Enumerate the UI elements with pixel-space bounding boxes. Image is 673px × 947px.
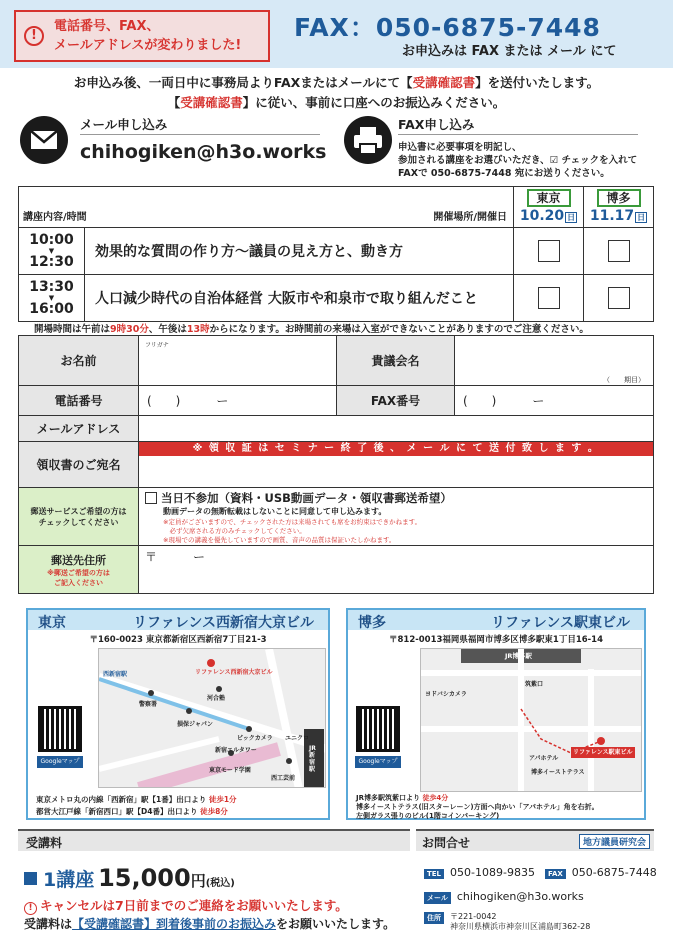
tokyo-address: 〒160-0023 東京都新宿区西新宿7丁目21-3 (89, 635, 267, 645)
term-label: （ 期目） (603, 376, 645, 384)
map-label: 新宿エルタワー (215, 747, 257, 754)
inquiry-title: お問合せ (422, 836, 471, 850)
printer-icon (344, 116, 392, 164)
map-label: 河合塾 (207, 695, 226, 702)
postal-note: 必ず欠席される方のみチェックしてください。 (163, 526, 306, 535)
apply-method: お申込みは FAX または メール にて (402, 44, 617, 59)
intro-text: 【 (167, 95, 181, 110)
receipt-note: ※ 領 収 証 は セ ミ ナ ー 終 了 後 、 メ ー ル に て 送 付 致 し ま す 。 (139, 442, 653, 456)
receipt-field[interactable] (139, 442, 654, 488)
tokyo-city: 東京 (38, 615, 66, 631)
divider (398, 134, 638, 135)
map-label: JR新宿駅 (309, 745, 316, 773)
label-mail: メールアドレス (19, 416, 139, 442)
mail-field[interactable] (139, 416, 654, 442)
mail-icon (20, 116, 68, 164)
venue-hakata-header (584, 187, 654, 228)
end-time: 16:00 (29, 301, 74, 317)
zip-value: 〒221-0042 (450, 912, 497, 921)
fax-apply-title: FAX申し込み (398, 117, 475, 132)
label-fax: FAX番号 (337, 386, 455, 416)
mail-tag: メール (424, 892, 451, 904)
venue-hakata-day: 日 (637, 213, 646, 222)
hakata-access-1 (356, 794, 448, 803)
postal-label-line: チェックしてください (38, 517, 119, 527)
address-tag: 住所 (424, 912, 444, 924)
tokyo-venue: リファレンス西新宿大京ビル (133, 615, 314, 631)
checkbox-tokyo-course-1[interactable] (538, 240, 560, 262)
inquiry-mail (424, 890, 584, 904)
access-text: 東京メトロ丸の内線「西新宿」駅【1番】出口より (36, 795, 207, 804)
label-council: 貴議会名 (337, 336, 455, 386)
tokyo-map (98, 648, 326, 788)
intro-text: 】に従い、事前に口座へのお振込みください。 (242, 95, 506, 110)
tokyo-access-box (26, 608, 330, 820)
intro-highlight: 受講確認書 (412, 75, 476, 90)
hakata-access-box (346, 608, 646, 820)
change-notice (14, 10, 270, 62)
note-text: 、午後は (148, 324, 187, 335)
payment-text: 受講料は (24, 917, 73, 931)
price-currency: 円 (190, 872, 206, 890)
map-label: ビックカメラ (237, 735, 273, 742)
fax-field[interactable]: ( ) ー (455, 386, 654, 416)
mail-address[interactable]: chihogiken@h3o.works (80, 141, 327, 163)
checkbox-postal[interactable] (145, 492, 157, 504)
council-field[interactable] (455, 336, 654, 386)
note-highlight: 9時30分 (110, 324, 149, 335)
intro-text: お申込み後、一両日中に事務局よりFAXまたはメールにて【 (73, 75, 413, 90)
note-text: 開場時間は午前は (34, 324, 111, 335)
course-time: 13:30 ▼ 16:00 (19, 275, 85, 322)
postal-label-line: 郵送サービスご希望の方は (30, 506, 127, 516)
alert-text-2: メールアドレスが変わりました! (54, 38, 242, 53)
hakata-access-3: 左側ガラス張りのビル(1階コインパーキング) (356, 812, 500, 820)
course-row (19, 275, 654, 322)
label-receipt: 領収書のご宛名 (19, 442, 139, 488)
cancel-text: キャンセルは7日前までのご連絡をお願いいたします。 (40, 898, 348, 913)
map-label: 警察署 (139, 701, 158, 708)
alert-text-1: 電話番号、FAX、 (54, 19, 160, 34)
postal-option-cell (139, 488, 654, 546)
venue-tokyo-date: 10.20 (519, 208, 565, 224)
label-address (19, 546, 139, 594)
access-time: 徒歩1分 (208, 795, 237, 804)
address-note: ご記入ください (54, 578, 103, 587)
postal-note: ※定員がございますので、チェックされた方は来場されても席をお約束はできかねます。 (163, 517, 422, 526)
col-header-course: 講座内容/時間 (19, 187, 96, 228)
access-time: 徒歩8分 (200, 807, 228, 816)
intro-line-1 (0, 73, 673, 91)
hakata-access-2: 博多イーストテラス(旧スターレーン)方面へ向かい「アパホテル」角を右折。 (356, 803, 599, 811)
price-unit: 1講座 (43, 869, 95, 891)
map-label: 西新宿駅 (103, 671, 128, 678)
intro-highlight: 受講確認書 (180, 95, 243, 110)
address-note: ※郵送ご希望の方は (47, 568, 110, 577)
payment-note (24, 915, 395, 932)
venue-tokyo-name: 東京 (527, 189, 571, 207)
tokyo-googlemap-label: Googleマップ (37, 756, 83, 768)
course-time: 10:00 ▼ 12:30 (19, 228, 85, 275)
mail-value[interactable]: chihogiken@h3o.works (456, 890, 584, 903)
tokyo-access-1 (36, 794, 237, 805)
furigana-label: フリガナ (145, 342, 169, 349)
payment-text: をお願いいたします。 (276, 917, 396, 931)
address-value: 神奈川県横浜市神奈川区浦島町362-28 (450, 922, 591, 931)
fax-instruction-line: FAXで 050-6875-7448 宛にお送りください。 (398, 168, 610, 179)
hakata-googlemap-label: Googleマップ (355, 756, 401, 768)
map-label: 西工芸前 (271, 775, 296, 782)
checkbox-hakata-course-2[interactable] (608, 287, 630, 309)
fax-number-headline: FAX：050-6875-7448 (294, 13, 601, 42)
price-tax: (税込) (205, 878, 235, 889)
map-label: 損保ジャパン (177, 721, 213, 728)
divider (80, 134, 320, 135)
map-label: JR博多駅 (505, 652, 532, 660)
application-form (18, 335, 654, 594)
col-header-venue: 開催場所/開催日 (96, 187, 514, 228)
price-value: 15,000 (98, 864, 191, 892)
alert-icon: ! (24, 902, 37, 915)
course-table (18, 186, 654, 322)
hakata-address: 〒812-0013福岡県福岡市博多区博多駅東1丁目16-14 (388, 635, 604, 645)
postal-option-label: 当日不参加（資料・USB動画データ・領収書郵送希望） (161, 490, 452, 505)
cancel-note (24, 896, 348, 915)
venue-hakata-date: 11.17 (589, 208, 635, 224)
start-time: 10:00 (29, 232, 74, 248)
inquiry-header (416, 829, 654, 851)
fax-instruction-line: 参加される講座をお選びいただき、☑ チェックを入れて (398, 155, 638, 166)
fee-price (24, 864, 235, 892)
map-label: リファレンス駅東ビル (573, 749, 633, 756)
start-time: 13:30 (29, 279, 74, 295)
org-logo: 地方議員研究会 (579, 834, 650, 849)
inquiry-address (424, 912, 590, 932)
checkbox-tokyo-course-2[interactable] (538, 287, 560, 309)
postal-note: 動画データの無断転載はしないことに同意して申し込みます。 (163, 506, 387, 516)
alert-icon: ! (24, 26, 44, 46)
map-label: 東京モード学園 (209, 767, 251, 774)
course-title: 効果的な質問の作り方〜議員の見え方と、動き方 (85, 228, 514, 275)
mail-apply-title: メール申し込み (80, 117, 168, 132)
inquiry-tel (424, 866, 657, 879)
venue-tokyo-day: 日 (567, 213, 576, 222)
access-text: JR博多駅筑紫口より (356, 794, 420, 802)
map-label: 博多イーストテラス (531, 769, 585, 776)
tel-tag: TEL (424, 869, 444, 879)
venue-hakata-name: 博多 (597, 189, 641, 207)
fee-header (18, 829, 410, 851)
tel-value: 050-1089-9835 (450, 866, 535, 879)
square-bullet-icon (24, 872, 37, 885)
tokyo-access-2 (36, 806, 228, 817)
address-field[interactable]: 〒 ー (139, 546, 654, 594)
note-highlight: 13時 (186, 324, 210, 335)
label-tel: 電話番号 (19, 386, 139, 416)
fee-title: 受講料 (26, 836, 63, 850)
map-label: リファレンス西新宿大京ビル (195, 669, 273, 676)
hakata-qr-code[interactable] (356, 706, 400, 752)
postal-note: ※現場での講義を優先していますので画質、音声の品質は保証いたしかねます。 (163, 535, 396, 544)
venue-tokyo-header (514, 187, 584, 228)
hakata-map (420, 648, 642, 792)
end-time: 12:30 (29, 254, 74, 270)
map-label: ヨドバシカメラ (425, 691, 467, 698)
access-time: 徒歩4分 (422, 794, 449, 802)
map-label: アパホテル (529, 755, 559, 762)
label-postal-service (19, 488, 139, 546)
course-title: 人口減少時代の自治体経営 大阪市や和泉市で取り組んだこと (85, 275, 514, 322)
payment-highlight: 【受講確認書】到着後事前のお振込み (72, 917, 277, 931)
intro-text: 】を送付いたします。 (475, 75, 600, 90)
label-name: お名前 (19, 336, 139, 386)
fax-value: 050-6875-7448 (571, 866, 657, 879)
intro-line-2 (0, 93, 673, 111)
hakata-venue: リファレンス駅東ビル (491, 615, 630, 631)
name-field[interactable] (139, 336, 337, 386)
tokyo-qr-code[interactable] (38, 706, 82, 752)
access-text: 都営大江戸線「新宿西口」駅【D4番】出口より (36, 807, 198, 816)
fax-instructions (398, 141, 658, 180)
fax-tag: FAX (545, 869, 566, 879)
map-label: 筑紫口 (525, 681, 544, 688)
checkbox-hakata-course-1[interactable] (608, 240, 630, 262)
note-text: からになります。お時間前の来場は入室ができないことがありますのでご注意ください。 (209, 324, 589, 335)
map-label: ユニクロ (285, 735, 310, 742)
fax-instruction-line: 申込書に必要事項を明記し、 (398, 142, 522, 153)
opening-time-note (34, 321, 589, 335)
hakata-city: 博多 (358, 615, 386, 631)
tel-field[interactable]: ( ) ー (139, 386, 337, 416)
address-label: 郵送先住所 (51, 553, 106, 567)
course-row (19, 228, 654, 275)
